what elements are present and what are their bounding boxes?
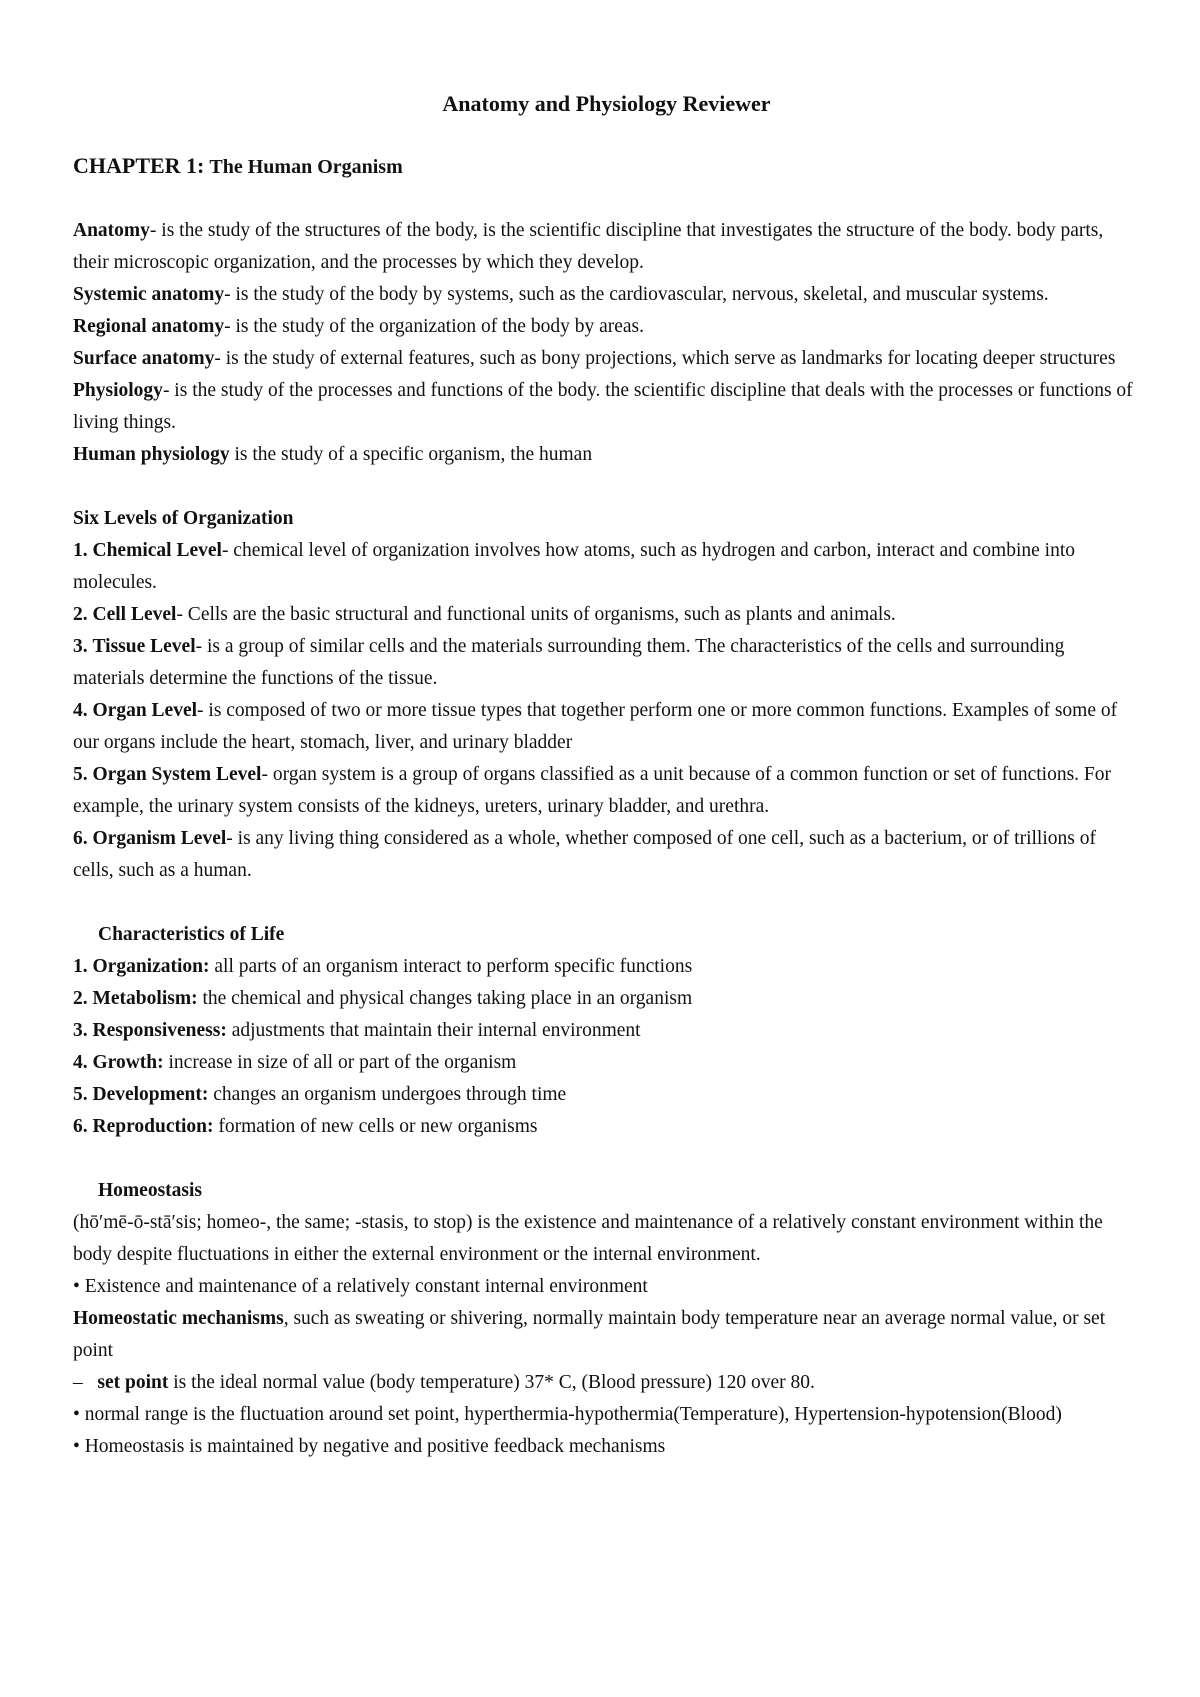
characteristic-term: Development: — [92, 1084, 209, 1105]
characteristic-term: Responsiveness: — [92, 1020, 227, 1041]
level-term: Organ Level — [92, 700, 198, 721]
level-text: - Cells are the basic structural and functional units of organisms, such as plants and animals. — [176, 604, 896, 625]
definition-term: Regional anatomy — [73, 316, 225, 337]
homeostasis-bullet: • Homeostasis is maintained by negative and positive feedback mechanisms — [73, 1436, 666, 1457]
definition-term: Anatomy — [73, 220, 150, 241]
mechanisms-term: Homeostatic mechanisms — [73, 1308, 284, 1329]
dash-glyph: – — [73, 1372, 83, 1393]
characteristic-text: increase in size of all or part of the organism — [163, 1052, 517, 1073]
homeostasis-bullet: • Existence and maintenance of a relatively constant internal environment — [73, 1276, 648, 1297]
characteristic-item — [73, 951, 1140, 983]
definition-physiology — [73, 375, 1140, 439]
level-number: 2. — [73, 604, 88, 625]
characteristic-text: all parts of an organism interact to perform specific functions — [209, 956, 693, 977]
level-text: - chemical level of organization involves how atoms, such as hydrogen and carbon, interact and combine into molecules. — [73, 540, 1075, 593]
level-text: - is a group of similar cells and the materials surrounding them. The characteristics of the cells and surrounding materials determine the functions of the tissue. — [73, 636, 1065, 689]
characteristics-section — [73, 919, 1140, 1143]
definition-text: is the study of a specific organism, the human — [229, 444, 593, 465]
characteristic-term: Reproduction: — [92, 1116, 214, 1137]
document-title: Anatomy and Physiology Reviewer — [442, 91, 771, 116]
level-item — [73, 695, 1140, 759]
homeostasis-heading: Homeostasis — [98, 1180, 202, 1201]
characteristic-number: 5. — [73, 1084, 88, 1105]
characteristic-text: adjustments that maintain their internal environment — [226, 1020, 641, 1041]
definition-term: Physiology — [73, 380, 163, 401]
characteristics-heading: Characteristics of Life — [98, 924, 285, 945]
characteristic-term: Organization: — [92, 956, 210, 977]
chapter-heading — [73, 150, 1140, 183]
characteristic-text: the chemical and physical changes taking place in an organism — [197, 988, 693, 1009]
definition-text: - is the study of the organization of the body by areas. — [224, 316, 644, 337]
level-number: 6. — [73, 828, 88, 849]
characteristic-item — [73, 1111, 1140, 1143]
level-term: Organism Level — [92, 828, 227, 849]
homeostasis-section — [73, 1175, 1140, 1463]
level-item — [73, 823, 1140, 887]
characteristic-item — [73, 1047, 1140, 1079]
definition-text: - is the study of the body by systems, such as the cardiovascular, nervous, skeletal, and muscular systems. — [224, 284, 1049, 305]
set-point-text: is the ideal normal value (body temperature) 37* C, (Blood pressure) 120 over 80. — [168, 1372, 815, 1393]
characteristic-number: 1. — [73, 956, 88, 977]
level-text: - is composed of two or more tissue types that together perform one or more common functions. Examples of some of our organs include the heart, stomach, liver, and urinary bladder — [73, 700, 1118, 753]
characteristic-item — [73, 1015, 1140, 1047]
characteristic-number: 4. — [73, 1052, 88, 1073]
levels-section — [73, 503, 1140, 887]
definition-anatomy — [73, 215, 1140, 279]
level-term: Cell Level — [92, 604, 177, 625]
chapter-number: CHAPTER 1: — [73, 153, 205, 178]
definitions-section — [73, 215, 1140, 471]
level-text: - organ system is a group of organs classified as a unit because of a common function or set of functions. For example, the urinary system consists of the kidneys, ureters, urinary bladder, and urethra. — [73, 764, 1111, 817]
level-number: 5. — [73, 764, 88, 785]
characteristic-term: Growth: — [92, 1052, 164, 1073]
definition-text: - is the study of external features, such as bony projections, which serve as landmarks for locating deeper structures — [214, 348, 1116, 369]
level-item — [73, 535, 1140, 599]
characteristic-item — [73, 1079, 1140, 1111]
spacer — [73, 887, 1140, 919]
characteristic-number: 2. — [73, 988, 88, 1009]
definition-term: Systemic anatomy — [73, 284, 225, 305]
level-item — [73, 631, 1140, 695]
level-number: 3. — [73, 636, 88, 657]
definition-term: Surface anatomy — [73, 348, 215, 369]
level-text: - is any living thing considered as a whole, whether composed of one cell, such as a bacterium, or of trillions of cells, such as a human. — [73, 828, 1096, 881]
chapter-name: The Human Organism — [209, 156, 403, 178]
definition-human-physiology — [73, 439, 1140, 471]
characteristic-item — [73, 983, 1140, 1015]
definition-text: - is the study of the processes and functions of the body. the scientific discipline that deals with the processes or functions of living things. — [73, 380, 1133, 433]
characteristic-term: Metabolism: — [92, 988, 198, 1009]
level-term: Tissue Level — [92, 636, 196, 657]
definition-text: - is the study of the structures of the body, is the scientific discipline that investigates the structure of the body. body parts, their microscopic organization, and the processes by which they develop. — [73, 220, 1104, 273]
set-point-line — [73, 1367, 1140, 1399]
mechanisms-text: , such as sweating or shivering, normally maintain body temperature near an average normal value, or set point — [73, 1308, 1106, 1361]
spacer — [73, 1143, 1140, 1175]
level-number: 1. — [73, 540, 88, 561]
level-term: Chemical Level — [92, 540, 222, 561]
homeostasis-bullet: • normal range is the fluctuation around set point, hyperthermia-hypothermia(Temperature), Hypertension-hypotension(Blood) — [73, 1404, 1062, 1425]
homeostatic-mechanisms — [73, 1303, 1140, 1367]
level-item — [73, 599, 1140, 631]
definition-term: Human physiology — [73, 444, 230, 465]
characteristic-text: formation of new cells or new organisms — [213, 1116, 538, 1137]
definition-surface-anatomy — [73, 343, 1140, 375]
set-point-term: set point — [97, 1372, 169, 1393]
characteristic-number: 3. — [73, 1020, 88, 1041]
levels-heading: Six Levels of Organization — [73, 508, 294, 529]
definition-regional-anatomy — [73, 311, 1140, 343]
spacer — [73, 471, 1140, 503]
level-item — [73, 759, 1140, 823]
definition-systemic-anatomy — [73, 279, 1140, 311]
level-number: 4. — [73, 700, 88, 721]
characteristic-text: changes an organism undergoes through time — [208, 1084, 567, 1105]
level-term: Organ System Level — [92, 764, 262, 785]
characteristic-number: 6. — [73, 1116, 88, 1137]
homeostasis-intro: (hō′mē-ō-stā′sis; homeo-, the same; -stasis, to stop) is the existence and maintenance of a relatively constant environment within the body despite fluctuations in either the external environment or the internal environment. — [73, 1212, 1103, 1265]
